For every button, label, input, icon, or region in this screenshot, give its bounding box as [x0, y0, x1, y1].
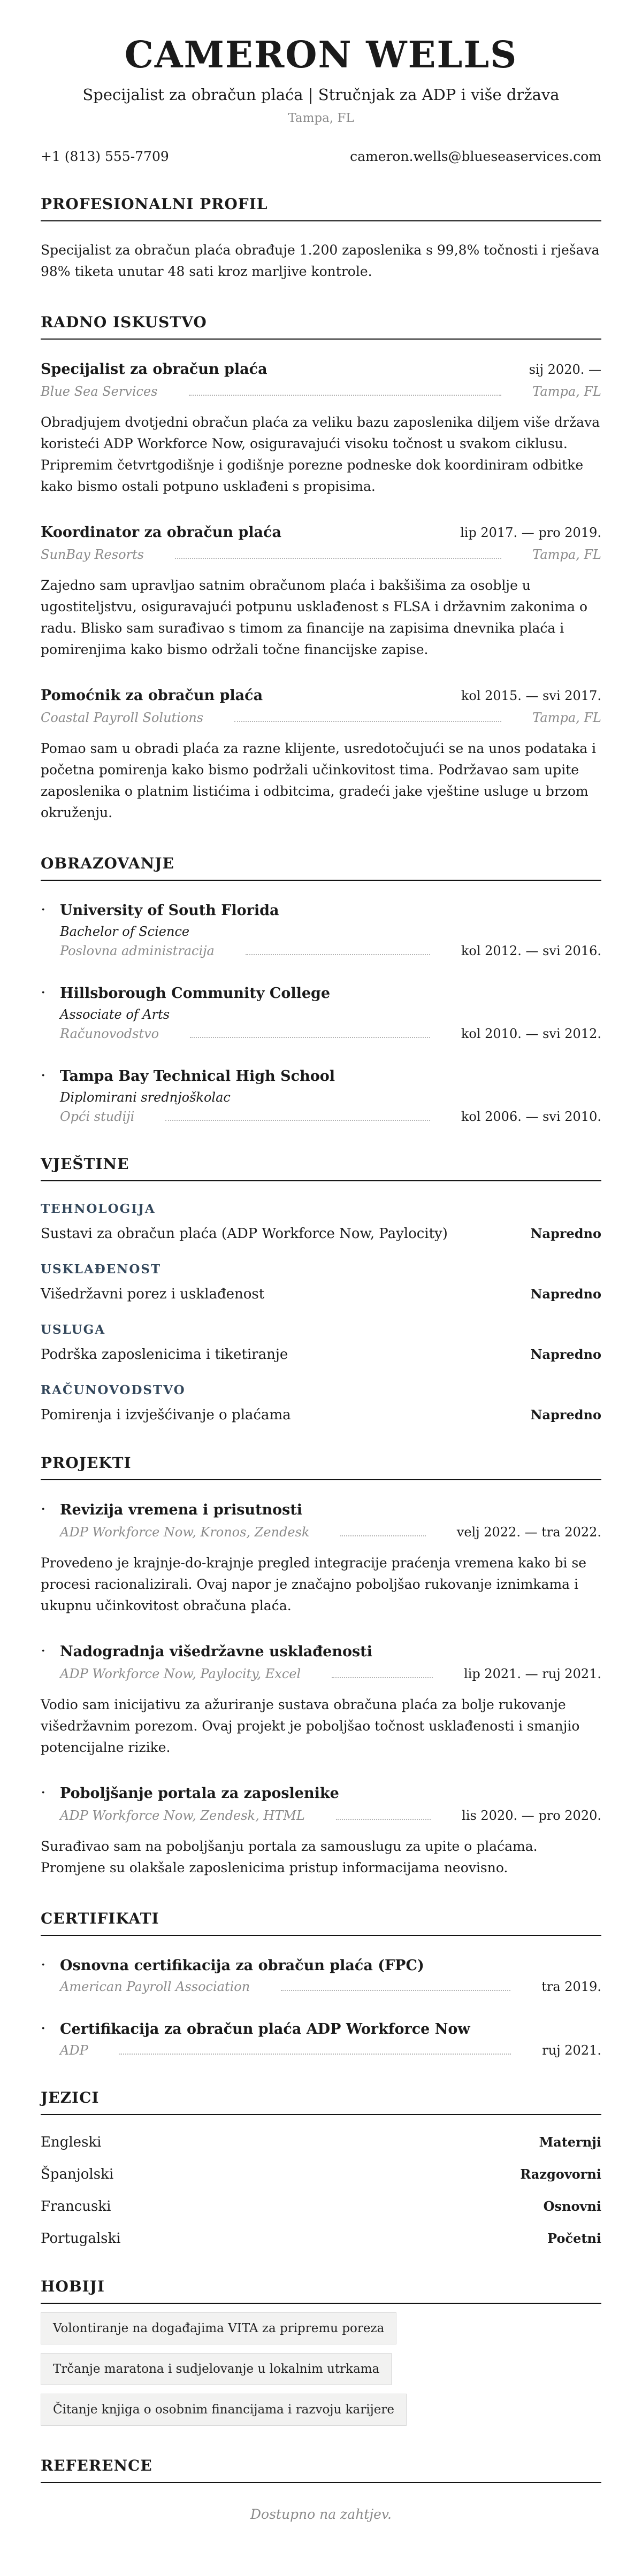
section-title-projects: PROJEKTI	[41, 1454, 601, 1480]
education-title-row	[41, 1068, 601, 1085]
section-title-hobbies: HOBIJI	[41, 2278, 601, 2304]
job-title: Koordinator za obračun plaća	[41, 524, 281, 541]
education-dates: kol 2012. — svi 2016.	[461, 943, 601, 959]
skill-name: Višedržavni porez i usklađenost	[41, 1286, 265, 1303]
section-skills	[41, 1155, 601, 1423]
education-degree: Diplomirani srednjoškolac	[60, 1090, 231, 1105]
skill-level: Napredno	[530, 1286, 601, 1302]
section-title-certificates: CERTIFIKATI	[41, 1910, 601, 1936]
job-description: Pomao sam u obradi plaća za razne klijente, usredotočujući se na unos podataka i početna pomirenja kako bismo podržali učinkovitost tima. Podržavao sam upite zaposlenika o platnim listićima i odbitcima, gradeći jake vještine usluge u brzom okruženju.	[41, 741, 597, 821]
education-dates: kol 2010. — svi 2012.	[461, 1026, 601, 1042]
certificate-name: Osnovna certifikacija za obračun plaća (FPC)	[60, 1957, 424, 1974]
education-field-row	[60, 943, 601, 958]
references-note: Dostupno na zahtjev.	[250, 2506, 392, 2523]
bullet-icon: ·	[41, 901, 46, 920]
job-company-row	[41, 384, 601, 399]
job-title-row	[41, 687, 601, 704]
job-title-row	[41, 361, 601, 378]
language-name: Engleski	[41, 2134, 102, 2151]
project-description: Provedeno je krajnje-do-krajnje pregled integracije praćenja vremena kako bi se procesi racionalizirali. Ovaj napor je značajno poboljšao rukovanje iznimkama i ukupnu učinkovitost obračuna plaća.	[41, 1555, 587, 1614]
hobby-chip: Trčanje maratona i sudjelovanje u lokalnim utrkama	[41, 2353, 392, 2385]
education-entry	[41, 1068, 601, 1124]
job-company-row	[41, 547, 601, 562]
section-profile	[41, 195, 601, 282]
language-row	[41, 2166, 601, 2182]
job-dates: kol 2015. — svi 2017.	[461, 688, 601, 704]
project-stack-row	[60, 1666, 601, 1681]
education-school: Hillsborough Community College	[60, 985, 331, 1002]
education-dates: kol 2006. — svi 2010.	[461, 1109, 601, 1125]
education-entry	[41, 985, 601, 1041]
job-title: Specijalist za obračun plaća	[41, 361, 268, 378]
skill-category: TEHNOLOGIJA	[41, 1202, 156, 1217]
certificate-date: ruj 2021.	[542, 2043, 601, 2058]
bullet-icon: ·	[41, 1783, 46, 1803]
contact-phone: +1 (813) 555-7709	[41, 149, 169, 165]
dotted-leader	[119, 2054, 511, 2055]
job-dates: sij 2020. —	[529, 362, 601, 378]
section-education	[41, 855, 601, 1124]
job-entry	[41, 361, 601, 497]
language-level: Osnovni	[543, 2198, 601, 2214]
certificate-issuer: American Payroll Association	[60, 1979, 250, 1995]
skill-group	[41, 1322, 601, 1363]
job-company: Coastal Payroll Solutions	[41, 710, 204, 726]
section-references	[41, 2457, 601, 2522]
skill-level: Napredno	[530, 1407, 601, 1423]
dotted-leader	[234, 721, 501, 722]
language-level: Razgovorni	[520, 2166, 601, 2182]
education-title-row	[41, 902, 601, 919]
project-description: Surađivao sam na poboljšanju portala za samouslugu za upite o plaćama. Promjene su olakšale zaposlenicima pristup informacijama neovisno.	[41, 1839, 538, 1876]
skill-level: Napredno	[530, 1226, 601, 1242]
skill-group	[41, 1383, 601, 1423]
bullet-icon: ·	[41, 2019, 46, 2039]
project-stack: ADP Workforce Now, Paylocity, Excel	[60, 1666, 301, 1682]
section-certificates	[41, 1910, 601, 2058]
project-title-row	[41, 1643, 601, 1660]
job-title: Pomoćnik za obračun plaća	[41, 687, 263, 704]
candidate-title: Specijalist za obračun plaća | Stručnjak za ADP i više država	[82, 86, 560, 104]
skill-row	[41, 1226, 601, 1242]
skill-name: Pomirenja i izvješćivanje o plaćama	[41, 1407, 291, 1424]
section-experience	[41, 313, 601, 824]
certificate-name: Certifikacija za obračun plaća ADP Workforce Now	[60, 2021, 470, 2038]
hobby-chip: Volontiranje na događajima VITA za pripremu poreza	[41, 2312, 396, 2344]
language-row	[41, 2134, 601, 2150]
section-title-experience: RADNO ISKUSTVO	[41, 313, 601, 340]
job-description: Obradjujem dvotjedni obračun plaća za veliku bazu zaposlenika diljem više država koristeći ADP Workforce Now, osiguravajući visoku točnost u svakom ciklusu. Pripremim četvrtgodišnje i godišnje porezne podneske dok koordiniram odbitke kako bismo ostali potpuno usklađeni s propisima.	[41, 414, 600, 495]
job-location: Tampa, FL	[532, 547, 601, 563]
project-dates: velj 2022. — tra 2022.	[456, 1525, 601, 1540]
job-dates: lip 2017. — pro 2019.	[460, 525, 601, 541]
skill-row	[41, 1407, 601, 1423]
contact-row	[41, 149, 601, 164]
education-field: Računovodstvo	[60, 1026, 159, 1042]
project-stack: ADP Workforce Now, Zendesk, HTML	[60, 1808, 305, 1824]
contact-email: cameron.wells@blueseaservices.com	[350, 149, 601, 165]
job-entry	[41, 524, 601, 660]
skill-category: USLUGA	[41, 1322, 106, 1337]
bullet-icon: ·	[41, 1066, 46, 1086]
project-name: Revizija vremena i prisutnosti	[60, 1502, 303, 1519]
section-hobbies	[41, 2278, 601, 2426]
job-description: Zajedno sam upravljao satnim obračunom plaća i bakšišima za osoblje u ugostiteljstvu, osiguravajući potpunu usklađenost s FLSA i državnim zakonima o radu. Blisko sam surađivao s timom za financije na zapisima dnevnika plaća i pomirenjima kako bismo održali točne financijske zapise.	[41, 578, 588, 658]
certificate-issuer-row	[60, 2043, 601, 2058]
skill-row	[41, 1347, 601, 1363]
education-entry	[41, 902, 601, 958]
education-title-row	[41, 985, 601, 1002]
section-projects	[41, 1454, 601, 1879]
profile-text: Specijalist za obračun plaća obrađuje 1.200 zaposlenika s 99,8% točnosti i rješava 98% tiketa unutar 48 sati kroz marljive kontrole.	[41, 242, 600, 280]
project-name: Nadogradnja višedržavne usklađenosti	[60, 1643, 372, 1660]
education-field-row	[60, 1026, 601, 1041]
dotted-leader	[246, 954, 430, 955]
education-field-row	[60, 1109, 601, 1124]
skill-name: Podrška zaposlenicima i tiketiranje	[41, 1347, 288, 1363]
section-title-languages: JEZICI	[41, 2089, 601, 2115]
education-field: Poslovna administracija	[60, 943, 215, 959]
project-stack: ADP Workforce Now, Kronos, Zendesk	[60, 1525, 310, 1540]
skill-category: USKLAĐENOST	[41, 1262, 162, 1277]
bullet-icon: ·	[41, 1642, 46, 1661]
certificate-title-row	[41, 1957, 601, 1974]
dotted-leader	[332, 1677, 433, 1678]
certificate-issuer-row	[60, 1979, 601, 1994]
language-name: Francuski	[41, 2198, 111, 2215]
project-description: Vodio sam inicijativu za ažuriranje sustava obračuna plaća za bolje rukovanje višedržavnim porezom. Ovaj projekt je poboljšao točnost usklađenosti i smanjio potencijalne rizike.	[41, 1697, 580, 1756]
certificate-entry	[41, 2021, 601, 2058]
candidate-location: Tampa, FL	[288, 111, 354, 126]
dotted-leader	[190, 1037, 430, 1038]
skill-row	[41, 1286, 601, 1302]
skill-category: RAČUNOVODSTVO	[41, 1383, 186, 1398]
job-company-row	[41, 710, 601, 725]
language-row	[41, 2231, 601, 2247]
hobby-chip: Čitanje knjiga o osobnim financijama i razvoju karijere	[41, 2394, 407, 2426]
dotted-leader	[281, 1990, 510, 1991]
project-title-row	[41, 1502, 601, 1518]
section-languages	[41, 2089, 601, 2247]
bullet-icon: ·	[41, 1500, 46, 1519]
section-title-skills: VJEŠTINE	[41, 1155, 601, 1181]
language-name: Španjolski	[41, 2166, 114, 2183]
education-school: University of South Florida	[60, 902, 279, 919]
language-name: Portugalski	[41, 2231, 121, 2247]
skill-name: Sustavi za obračun plaća (ADP Workforce Now, Paylocity)	[41, 1226, 448, 1242]
section-title-profile: PROFESIONALNI PROFIL	[41, 195, 601, 221]
dotted-leader	[340, 1535, 425, 1536]
certificate-title-row	[41, 2021, 601, 2037]
dotted-leader	[175, 558, 501, 559]
certificate-date: tra 2019.	[541, 1979, 601, 1995]
skill-group	[41, 1202, 601, 1242]
section-title-references: REFERENCE	[41, 2457, 601, 2483]
project-entry	[41, 1502, 601, 1617]
education-degree: Associate of Arts	[60, 1007, 170, 1022]
dotted-leader	[336, 1819, 431, 1820]
job-company: Blue Sea Services	[41, 384, 158, 399]
project-stack-row	[60, 1808, 601, 1823]
education-school: Tampa Bay Technical High School	[60, 1068, 335, 1085]
project-dates: lip 2021. — ruj 2021.	[463, 1666, 601, 1682]
section-title-education: OBRAZOVANJE	[41, 855, 601, 881]
certificate-issuer: ADP	[60, 2043, 88, 2058]
job-location: Tampa, FL	[532, 384, 601, 399]
project-name: Poboljšanje portala za zaposlenike	[60, 1785, 339, 1802]
job-title-row	[41, 524, 601, 541]
bullet-icon: ·	[41, 983, 46, 1003]
dotted-leader	[165, 1120, 430, 1121]
language-level: Početni	[547, 2231, 601, 2247]
resume-header	[41, 34, 601, 164]
skill-level: Napredno	[530, 1347, 601, 1363]
bullet-icon: ·	[41, 1956, 46, 1975]
job-entry	[41, 687, 601, 824]
job-location: Tampa, FL	[532, 710, 601, 726]
job-company: SunBay Resorts	[41, 547, 144, 563]
dotted-leader	[189, 395, 502, 396]
candidate-name: CAMERON WELLS	[124, 34, 518, 76]
project-title-row	[41, 1785, 601, 1802]
project-entry	[41, 1785, 601, 1879]
language-row	[41, 2198, 601, 2214]
education-field: Opći studiji	[60, 1109, 135, 1125]
project-stack-row	[60, 1525, 601, 1540]
project-entry	[41, 1643, 601, 1758]
education-degree: Bachelor of Science	[60, 924, 190, 940]
certificate-entry	[41, 1957, 601, 1994]
language-level: Maternji	[539, 2134, 601, 2150]
project-dates: lis 2020. — pro 2020.	[462, 1808, 601, 1824]
skill-group	[41, 1262, 601, 1302]
